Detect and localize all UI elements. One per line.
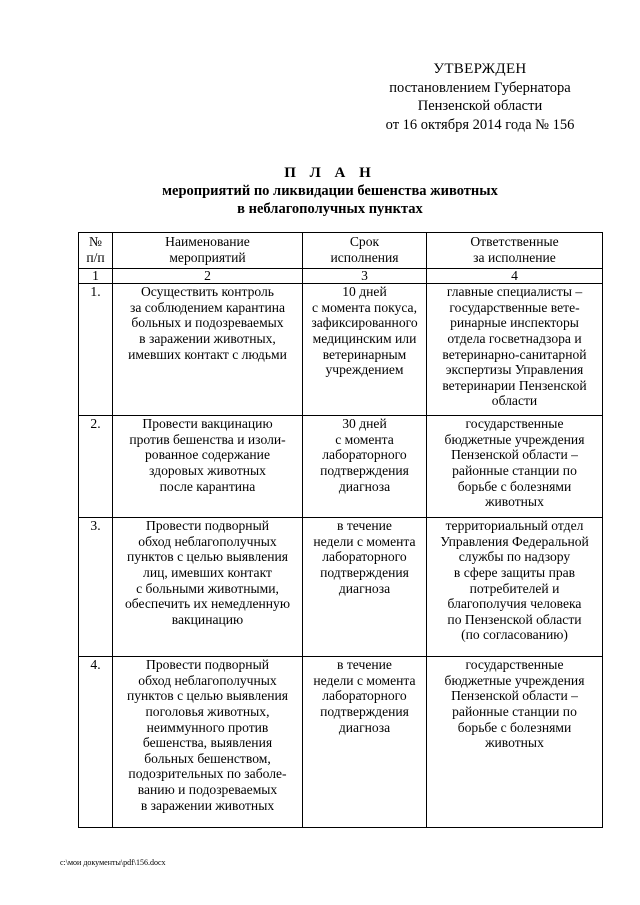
cell-responsible: [427, 284, 603, 416]
header-resp-line-2: за исполнение: [473, 249, 556, 265]
header-term-line-1: Срок: [349, 234, 380, 249]
cell-name-line: обход неблагополучных: [138, 533, 277, 549]
cell-name-line: подозрительных по заболе-: [128, 766, 287, 782]
cell-responsible: [427, 657, 603, 828]
document-title: [60, 164, 600, 218]
cell-responsible-line: ветеринарии Пензенской: [442, 377, 587, 393]
approval-heading: УТВЕРЖДЕН: [433, 61, 527, 77]
approval-block: [360, 60, 600, 134]
cell-name-line: бешенства, выявления: [142, 735, 273, 751]
cell-responsible-line: потребителей и: [469, 580, 560, 596]
cell-term-line: зафиксированного: [311, 315, 418, 331]
cell-term-line: диагноза: [338, 580, 391, 596]
header-name: [113, 233, 303, 269]
cell-term-line: медицинским или: [312, 330, 417, 346]
cell-term-line: 30 дней: [342, 416, 387, 432]
cell-name-line: за соблюдением карантина: [129, 299, 286, 315]
header-responsible: [427, 233, 603, 269]
cell-name-line: обеспечить их немедленную: [124, 596, 291, 612]
cell-name: [113, 657, 303, 828]
cell-term-line: лабораторного: [322, 549, 407, 565]
cell-term-line: с момента покуса,: [312, 299, 417, 315]
cell-term-line: недели с момента: [313, 672, 416, 688]
cell-name-line: лиц, имевших контакт: [143, 564, 272, 580]
table-row: [79, 518, 603, 657]
cell-responsible-line: Управления Федеральной: [440, 533, 589, 549]
cell-responsible-line: отдела госветнадзора и: [447, 330, 582, 346]
cell-name-line: больных и подозреваемых: [131, 315, 284, 331]
cell-term: [303, 657, 427, 828]
cell-responsible-line: государственные: [465, 657, 564, 673]
cell-name-line: вакцинацию: [171, 611, 244, 627]
cell-responsible: [427, 416, 603, 518]
col-number-4: 4: [427, 269, 603, 284]
cell-name-line: больных бешенством,: [144, 750, 271, 766]
header-name-line-2: мероприятий: [169, 249, 246, 265]
cell-responsible-line: благополучия человека: [447, 596, 582, 612]
cell-responsible-line: бюджетные учреждения: [444, 431, 585, 447]
cell-term-line: с момента: [335, 431, 394, 447]
cell-name-line: поголовья животных,: [145, 703, 270, 719]
col-number-3: 3: [303, 269, 427, 284]
cell-responsible-line: районные станции по: [452, 462, 577, 478]
header-resp-line-1: Ответственные: [470, 234, 559, 249]
cell-term-line: подтверждения: [320, 703, 409, 719]
cell-term-line: ветеринарным: [322, 346, 407, 362]
cell-name-line: Осуществить контроль: [140, 284, 274, 300]
header-num-line-1: №: [89, 234, 102, 249]
header-term-line-2: исполнения: [330, 249, 399, 265]
table-row: [79, 416, 603, 518]
cell-term-line: учреждением: [325, 362, 404, 378]
cell-number: 1.: [79, 284, 113, 416]
cell-responsible-line: в сфере защиты прав: [453, 564, 576, 580]
cell-responsible-line: ринарные инспекторы: [450, 315, 579, 331]
cell-term: [303, 416, 427, 518]
cell-name-line: рованное содержание: [144, 447, 270, 463]
cell-name-line: после карантина: [159, 478, 256, 494]
cell-term-line: недели с момента: [313, 533, 416, 549]
column-number-row: [79, 269, 603, 284]
cell-responsible-line: по Пензенской области: [447, 611, 582, 627]
cell-name: [113, 518, 303, 657]
cell-name-line: в заражении животных: [140, 797, 275, 813]
cell-term-line: подтверждения: [320, 462, 409, 478]
title-line-1: мероприятий по ликвидации бешенства животных: [162, 183, 498, 199]
approval-line-1: постановлением Губернатора: [389, 79, 571, 96]
cell-responsible: [427, 518, 603, 657]
table-row: [79, 657, 603, 828]
cell-responsible-line: службы по надзору: [458, 549, 571, 565]
cell-name-line: Провести подворный: [146, 518, 269, 534]
cell-responsible-line: Пензенской области –: [451, 688, 578, 704]
cell-name-line: ванию и подозреваемых: [137, 781, 278, 797]
cell-term-line: 10 дней: [342, 284, 387, 300]
header-num-line-2: п/п: [86, 249, 105, 265]
approval-line-3: от 16 октября 2014 года № 156: [385, 116, 575, 133]
cell-name-line: в заражении животных,: [139, 330, 276, 346]
cell-term-line: подтверждения: [320, 564, 409, 580]
cell-number: 3.: [79, 518, 113, 657]
cell-responsible-line: территориальный отдел: [445, 518, 584, 534]
cell-name-line: здоровых животных: [149, 462, 266, 478]
plan-table: [78, 232, 603, 828]
cell-name-line: пунктов с целью выявления: [126, 688, 289, 704]
cell-responsible-line: государственные вете-: [449, 299, 580, 315]
cell-name-line: обход неблагополучных: [138, 672, 277, 688]
col-number-1: 1: [79, 269, 113, 284]
cell-name-line: имевших контакт с людьми: [128, 346, 287, 362]
cell-number: 4.: [79, 657, 113, 828]
cell-responsible-line: борьбе с болезнями: [457, 478, 572, 494]
cell-term-line: диагноза: [338, 478, 391, 494]
header-name-line-1: Наименование: [165, 234, 250, 249]
cell-name-line: с больными животными,: [136, 580, 279, 596]
cell-term-line: диагноза: [338, 719, 391, 735]
cell-responsible-line: районные станции по: [452, 703, 577, 719]
cell-name: [113, 416, 303, 518]
header-term: [303, 233, 427, 269]
cell-term: [303, 284, 427, 416]
cell-responsible-line: (по согласованию): [461, 627, 568, 643]
cell-name-line: Провести вакцинацию: [142, 416, 273, 432]
cell-responsible-line: главные специалисты –: [446, 284, 583, 300]
table-header-row: [79, 233, 603, 269]
cell-term-line: лабораторного: [322, 447, 407, 463]
cell-responsible-line: животных: [485, 735, 544, 751]
approval-line-2: Пензенской области: [417, 98, 543, 114]
cell-responsible-line: Пензенской области –: [451, 447, 578, 463]
cell-term: [303, 518, 427, 657]
cell-name-line: против бешенства и изоли-: [129, 431, 286, 447]
cell-term-line: в течение: [337, 657, 392, 673]
cell-responsible-line: экспертизы Управления: [445, 362, 584, 378]
cell-responsible-line: бюджетные учреждения: [444, 672, 585, 688]
table-row: [79, 284, 603, 416]
cell-number: 2.: [79, 416, 113, 518]
cell-name-line: неиммунного против: [146, 719, 269, 735]
title-word: П Л А Н: [284, 165, 376, 181]
col-number-2: 2: [113, 269, 303, 284]
cell-name-line: пунктов с целью выявления: [126, 549, 289, 565]
cell-responsible-line: животных: [485, 494, 544, 510]
cell-name: [113, 284, 303, 416]
cell-responsible-line: государственные: [465, 416, 564, 432]
file-path-footer: c:\мои документы\pdf\156.docx: [60, 858, 166, 867]
header-num: [79, 233, 113, 269]
title-line-2: в неблагополучных пунктах: [237, 201, 423, 217]
cell-term-line: в течение: [337, 518, 392, 534]
cell-responsible-line: ветеринарно-санитарной: [442, 346, 587, 362]
cell-responsible-line: области: [491, 393, 538, 409]
cell-term-line: лабораторного: [322, 688, 407, 704]
cell-name-line: Провести подворный: [146, 657, 269, 673]
cell-responsible-line: борьбе с болезнями: [457, 719, 572, 735]
